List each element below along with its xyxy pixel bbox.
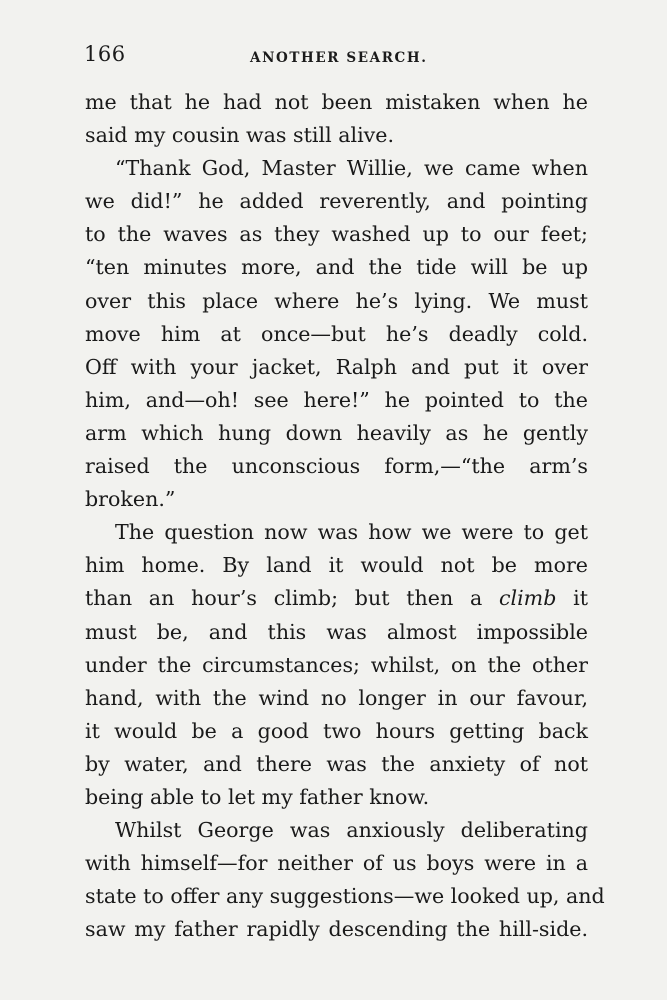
- paragraph: [85, 814, 605, 946]
- paragraph: [85, 86, 588, 152]
- text-line: saw my father rapidly descending the hill-side.: [85, 917, 588, 942]
- text-line: than an hour’s climb; but then a climb it: [85, 586, 588, 611]
- text-line: to the waves as they washed up to our feet;: [85, 222, 588, 247]
- text-line: move him at once—but he’s deadly cold.: [85, 321, 588, 346]
- text-line: him, and—oh! see here!” he pointed to the: [85, 387, 588, 412]
- paragraph: [85, 152, 588, 516]
- text-line: me that he had not been mistaken when he: [85, 90, 588, 114]
- text-line: with himself—for neither of us boys were in a: [85, 851, 588, 876]
- text-line: arm which hung down heavily as he gently: [85, 420, 588, 445]
- running-title: ANOTHER SEARCH.: [250, 50, 428, 66]
- text-line: by water, and there was the anxiety of not: [85, 751, 588, 776]
- text-line: him home. By land it would not be more: [85, 553, 588, 578]
- text-line: Whilst George was anxiously deliberating: [115, 818, 588, 843]
- paragraph: [85, 516, 588, 814]
- page-number: 166: [84, 42, 126, 66]
- body-text: [85, 86, 605, 946]
- text-line: must be, and this was almost impossible: [85, 619, 588, 644]
- text-line: over this place where he’s lying. We must: [85, 288, 588, 313]
- text-line: state to offer any suggestions—we looked up, and: [85, 884, 605, 909]
- text-line: broken.”: [85, 487, 176, 512]
- text-line: being able to let my father know.: [85, 784, 430, 809]
- text-line: Off with your jacket, Ralph and put it over: [85, 354, 588, 379]
- text-line: hand, with the wind no longer in our favour,: [85, 685, 588, 710]
- text-line: it would be a good two hours getting back: [85, 718, 588, 743]
- text-line: under the circumstances; whilst, on the other: [85, 652, 588, 677]
- text-line: “ten minutes more, and the tide will be up: [85, 255, 588, 280]
- text-line: we did!” he added reverently, and pointing: [85, 189, 588, 214]
- text-line: The question now was how we were to get: [115, 520, 588, 545]
- text-line: said my cousin was still alive.: [85, 123, 395, 148]
- text-line: raised the unconscious form,—“the arm’s: [85, 454, 588, 479]
- text-line: “Thank God, Master Willie, we came when: [115, 156, 588, 181]
- running-head: [84, 42, 594, 72]
